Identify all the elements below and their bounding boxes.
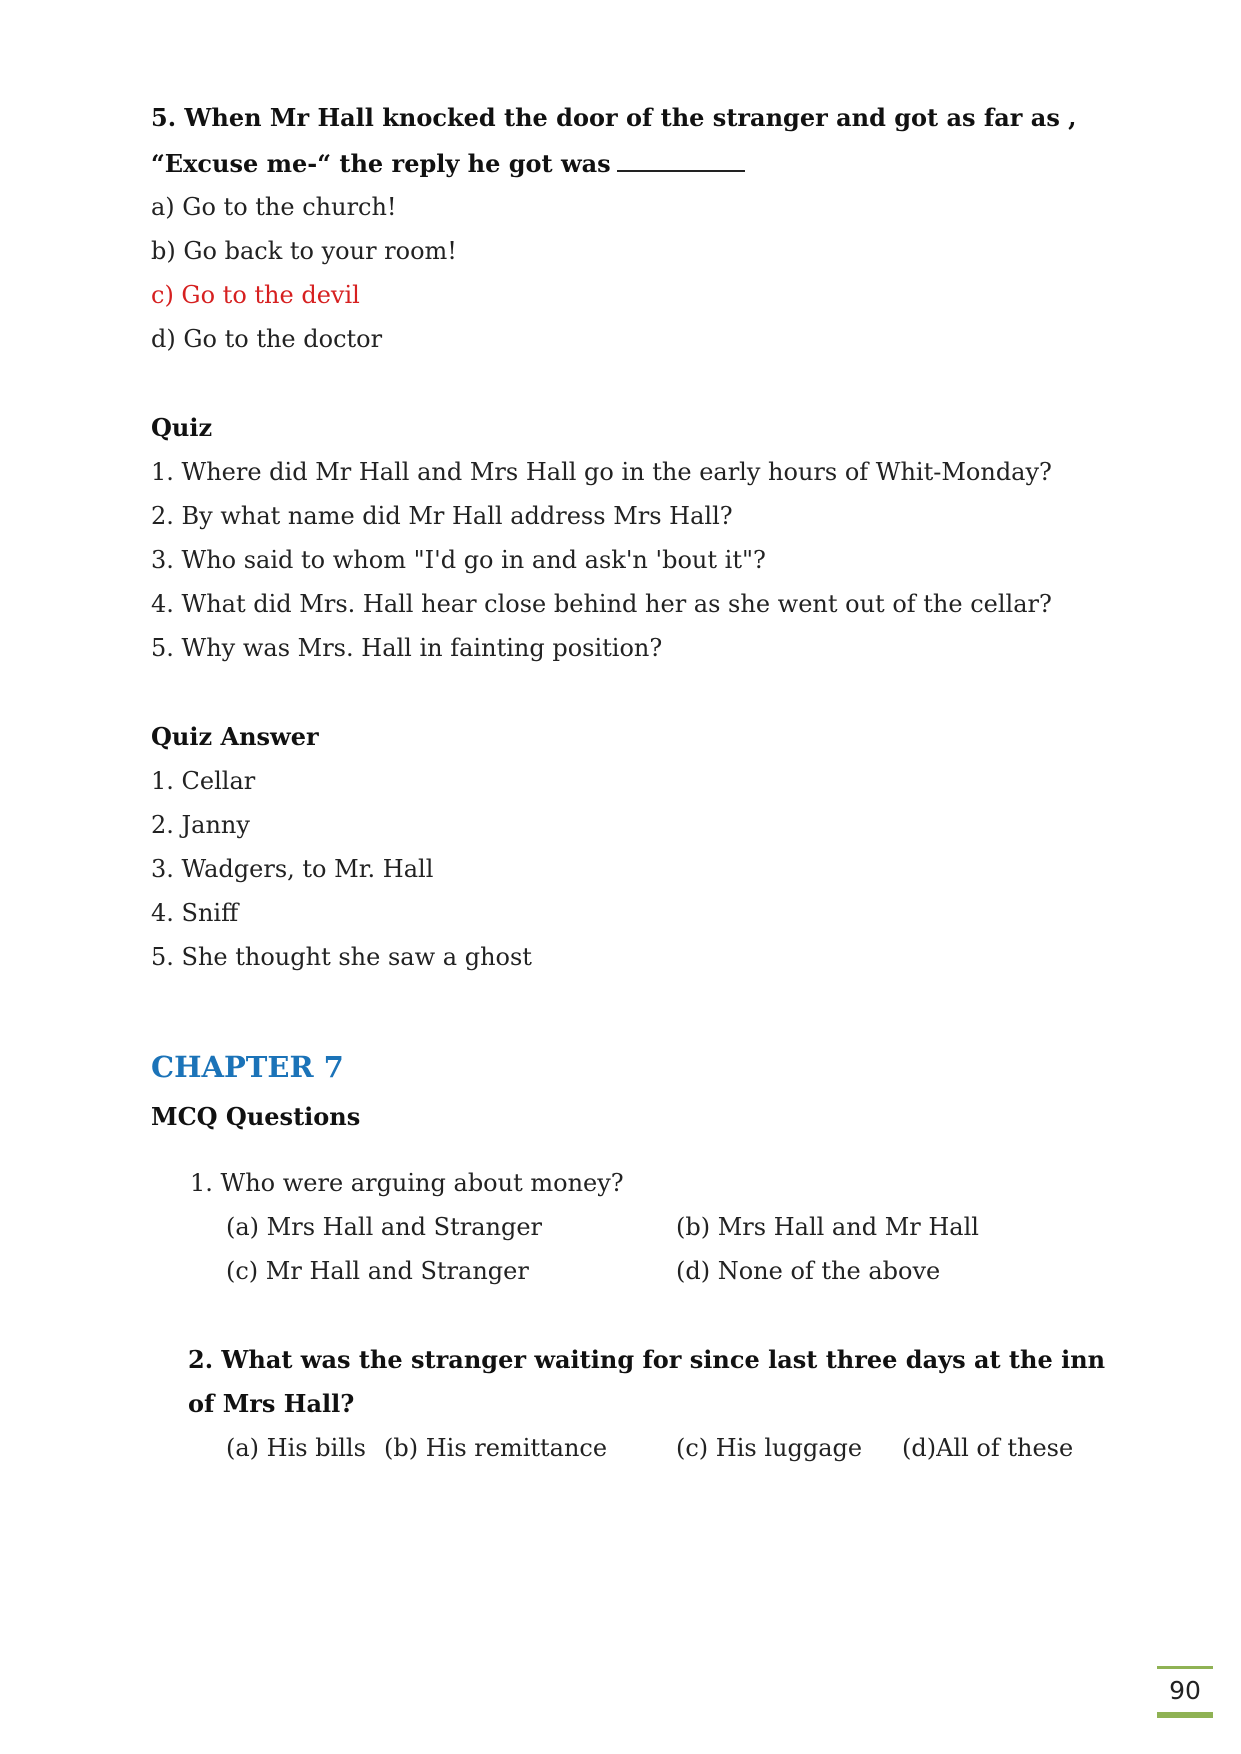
quiz-question-2: 2. By what name did Mr Hall address Mrs Hall? bbox=[151, 502, 733, 530]
quiz-answer-heading: Quiz Answer bbox=[151, 722, 319, 751]
question-5-option-b: b) Go back to your room! bbox=[151, 237, 457, 265]
answer-blank bbox=[617, 148, 745, 172]
quiz-answer-3: 3. Wadgers, to Mr. Hall bbox=[151, 855, 434, 883]
mcq-1-question: 1. Who were arguing about money? bbox=[190, 1169, 624, 1197]
question-5-line-1: 5. When Mr Hall knocked the door of the stranger and got as far as , bbox=[151, 103, 1077, 132]
page-number-bottom-rule bbox=[1157, 1712, 1213, 1718]
mcq-1-option-b: (b) Mrs Hall and Mr Hall bbox=[676, 1213, 979, 1241]
page-number-top-rule bbox=[1157, 1666, 1213, 1669]
quiz-answer-2: 2. Janny bbox=[151, 811, 250, 839]
quiz-question-5: 5. Why was Mrs. Hall in fainting position? bbox=[151, 634, 663, 662]
question-5-option-c-correct: c) Go to the devil bbox=[151, 281, 360, 309]
page-number-badge bbox=[1157, 1666, 1213, 1718]
mcq-2-question-line-1: 2. What was the stranger waiting for since last three days at the inn bbox=[188, 1345, 1106, 1374]
quiz-question-4: 4. What did Mrs. Hall hear close behind her as she went out of the cellar? bbox=[151, 590, 1052, 618]
quiz-heading: Quiz bbox=[151, 413, 213, 442]
question-5-option-a: a) Go to the church! bbox=[151, 193, 397, 221]
quiz-question-1: 1. Where did Mr Hall and Mrs Hall go in the early hours of Whit-Monday? bbox=[151, 458, 1052, 486]
mcq-2-option-a: (a) His bills bbox=[226, 1434, 366, 1462]
mcq-2-option-b: (b) His remittance bbox=[384, 1434, 608, 1462]
question-5-option-d: d) Go to the doctor bbox=[151, 325, 383, 353]
mcq-heading: MCQ Questions bbox=[151, 1102, 361, 1131]
page-number: 90 bbox=[1169, 1676, 1201, 1705]
question-5-line-2-text: “Excuse me-“ the reply he got was bbox=[151, 149, 611, 178]
mcq-2-option-d: (d)All of these bbox=[902, 1434, 1074, 1462]
chapter-title: CHAPTER 7 bbox=[151, 1050, 344, 1084]
mcq-1-option-a: (a) Mrs Hall and Stranger bbox=[226, 1213, 542, 1241]
mcq-1-option-d: (d) None of the above bbox=[676, 1257, 941, 1285]
question-5-line-2 bbox=[151, 148, 745, 179]
mcq-2-question-line-2: of Mrs Hall? bbox=[188, 1389, 355, 1418]
quiz-answer-5: 5. She thought she saw a ghost bbox=[151, 943, 532, 971]
quiz-answer-4: 4. Sniff bbox=[151, 899, 239, 927]
mcq-1-option-c: (c) Mr Hall and Stranger bbox=[226, 1257, 529, 1285]
quiz-answer-1: 1. Cellar bbox=[151, 767, 256, 795]
mcq-2-option-c: (c) His luggage bbox=[676, 1434, 863, 1462]
quiz-question-3: 3. Who said to whom "I'd go in and ask'n 'bout it"? bbox=[151, 546, 766, 574]
